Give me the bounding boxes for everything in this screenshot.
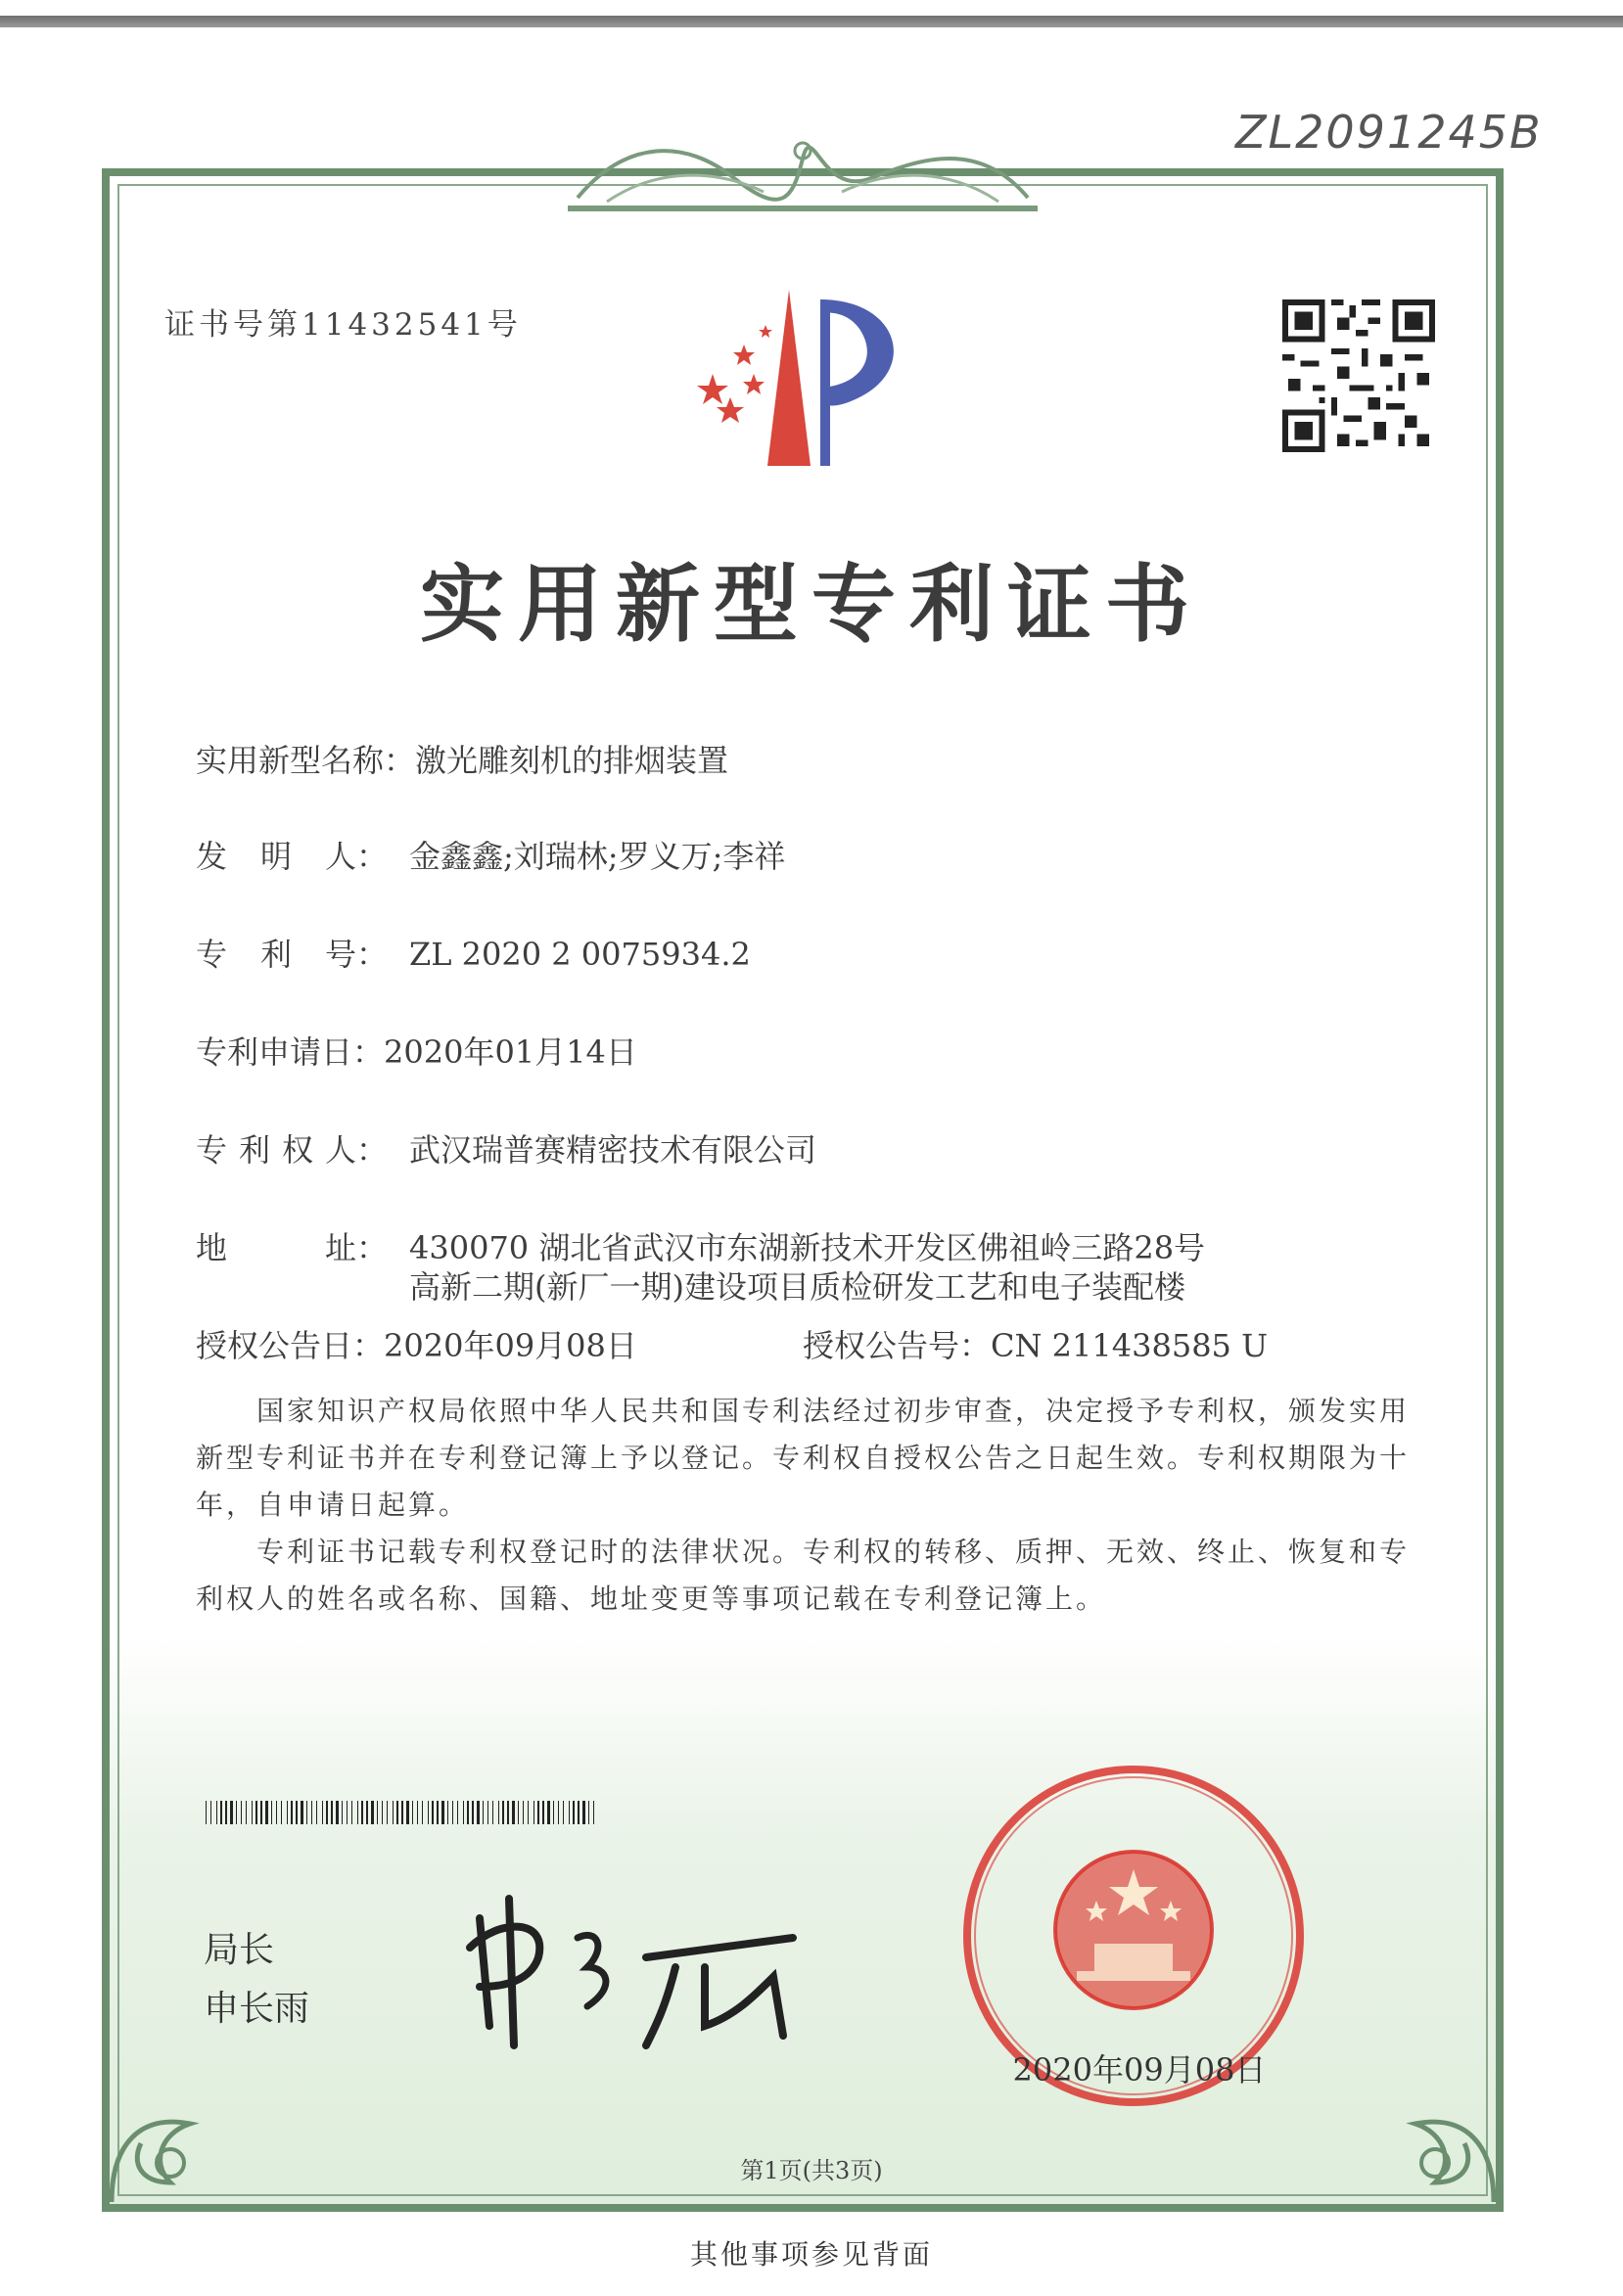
field-announcement-number <box>803 1321 1268 1366</box>
bottom-left-ornament <box>102 2065 249 2212</box>
bottom-right-ornament <box>1357 2065 1504 2212</box>
announcement-date-value: 2020年09月08日 <box>384 1327 637 1364</box>
body-paragraph: 专利证书记载专利权登记时的法律状况。专利权的转移、质押、无效、终止、恢复和专利权人的姓名或名称、国籍、地址变更等事项记载在专利登记簿上。 <box>196 1536 1411 1615</box>
field-label: 发 明 人： <box>196 838 388 875</box>
field-announcement-date <box>196 1321 637 1366</box>
address-line-2: 高新二期(新厂一期)建设项目质检研发工艺和电子装配楼 <box>409 1268 1185 1306</box>
top-ornament <box>568 129 1038 211</box>
certificate-title: 实用新型专利证书 <box>420 555 1203 654</box>
certificate-number: 证书号第11432541号 <box>164 307 522 343</box>
scan-edge <box>0 16 1623 27</box>
qr-code <box>1282 299 1435 452</box>
announcement-number-value: CN 211438585 U <box>991 1327 1269 1364</box>
address-line-1: 430070 湖北省武汉市东湖新技术开发区佛祖岭三路28号 <box>409 1229 1206 1266</box>
field-patent-number <box>196 930 751 975</box>
field-label: 专 利 权 人： <box>196 1131 388 1169</box>
patentee-value: 武汉瑞普赛精密技术有限公司 <box>409 1131 817 1169</box>
inventors-value: 金鑫鑫;刘瑞林;罗义万;李祥 <box>409 838 786 875</box>
patent-office-logo <box>673 280 938 476</box>
page-number: 第1页(共3页) <box>740 2157 883 2184</box>
field-label: 专 利 号： <box>196 936 388 973</box>
handwritten-note: ZL2091245B <box>1235 106 1543 159</box>
field-label: 专利申请日： <box>196 1033 385 1071</box>
body-paragraph: 国家知识产权局依照中华人民共和国专利法经过初步审查，决定授予专利权，颁发实用新型专利证书并在专利登记簿上予以登记。专利权自授权公告之日起生效。专利权期限为十年，自申请日起算。 <box>196 1395 1411 1521</box>
field-label: 实用新型名称： <box>196 742 416 779</box>
field-label: 授权公告号： <box>803 1327 992 1364</box>
official-name: 申长雨 <box>204 1989 310 2029</box>
seal-date: 2020年09月08日 <box>1012 2051 1267 2089</box>
field-inventors <box>196 832 785 877</box>
field-patentee <box>196 1125 816 1171</box>
barcode <box>206 1801 597 1824</box>
field-filing-date <box>196 1028 637 1073</box>
filing-date-value: 2020年01月14日 <box>384 1033 637 1071</box>
utility-model-name: 激光雕刻机的排烟装置 <box>415 742 729 779</box>
field-label: 授权公告日： <box>196 1327 385 1364</box>
footer-note: 其他事项参见背面 <box>689 2238 933 2271</box>
official-title: 局长 <box>204 1930 275 1970</box>
patent-number-value: ZL 2020 2 0075934.2 <box>409 936 751 973</box>
director-signature <box>460 1879 812 2055</box>
field-label: 地 址： <box>196 1229 388 1266</box>
field-utility-model-name <box>196 736 728 781</box>
